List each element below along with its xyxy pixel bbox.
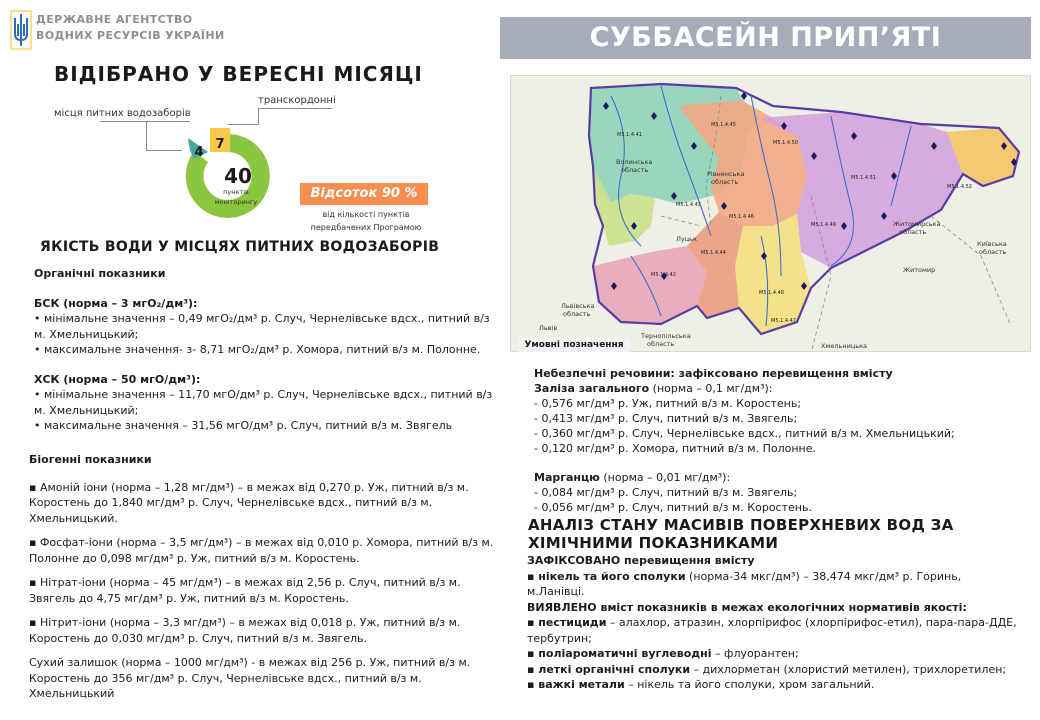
nitrite-value: ▪ Нітрит-іони (норма – 3,3 мг/дм³) – в межах від 0,018 р. Уж, питний в/з м. Коростень до 0,030 мг/дм³ р. Случ, питний в/з м. Звягель. — [29, 616, 461, 645]
biogenic-section — [29, 452, 505, 702]
label-transboundary: транскордонні — [258, 95, 336, 106]
donut-count-drinking: 4 — [194, 145, 204, 160]
voc-row — [527, 662, 1017, 678]
analysis-title-line-1: АНАЛІЗ СТАНУ МАСИВІВ ПОВЕРХНЕВИХ ВОД ЗА — [528, 516, 954, 534]
donut-total: 40 — [224, 164, 252, 188]
map-label-lutsk: Луцьк — [676, 235, 697, 243]
pah-value: – флуорантен; — [711, 647, 799, 660]
iron-value-2: - 0,413 мг/дм³ р. Случ, питний в/з м. Звягель; — [534, 412, 798, 425]
svg-text:M5.1.4.48: M5.1.4.48 — [759, 290, 784, 296]
label-drinking-intakes: місця питних водозаборів — [54, 108, 191, 119]
svg-text:M5.1.4.46: M5.1.4.46 — [729, 214, 754, 220]
svg-text:M5.1.4.43: M5.1.4.43 — [676, 202, 701, 208]
manganese-heading-row — [534, 470, 1014, 485]
map-label-lviv: Львів — [539, 324, 558, 332]
percent-note-line-1: від кількості пунктів — [322, 210, 410, 219]
hazard-title: Небезпечні речовини: зафіксовано перевищення вмісту — [534, 367, 893, 380]
donut-caption-1: пунктів — [223, 188, 249, 196]
percent-note-line-2: передбачених Програмою — [310, 223, 422, 232]
manganese-heading: Марганцю — [534, 471, 600, 484]
map-label-khmelnytskyi: Хмельницька — [821, 342, 867, 350]
percent-note — [296, 208, 436, 234]
analysis-title — [528, 516, 1028, 552]
hazard-section — [534, 366, 1014, 515]
percent-badge: Відсоток 90 % — [300, 183, 428, 205]
manganese-value-2: - 0,056 мг/дм³ р. Случ, питний в/з м. Коростень. — [534, 501, 812, 514]
agency-line-1: ДЕРЖАВНЕ АГЕНТСТВО — [36, 13, 193, 26]
iron-heading-row — [534, 381, 1014, 396]
svg-text:M5.1.4.42: M5.1.4.42 — [651, 272, 676, 278]
iron-value-4: - 0,120 мг/дм³ р. Хомора, питний в/з м. Полонне. — [534, 442, 817, 455]
basin-map[interactable] — [510, 75, 1031, 352]
metals-value: – нікель та його сполуки, хром загальний. — [624, 678, 875, 691]
dry-residue-value: Сухий залишок (норма – 1000 мг/дм³) - в межах від 256 р. Уж, питний в/з м. Коростень до 356 мг/дм³ р. Случ, Чернелівське вдсх., питний в/з м. Хмельницький — [29, 656, 471, 700]
pah-row — [527, 646, 1017, 662]
donut-count-transboundary: 7 — [215, 137, 225, 152]
map-label-lviv-oblast: Львівська — [561, 302, 595, 310]
voc-value: – дихлорметан (хлористий метилен), трихлоретилен; — [690, 662, 1007, 676]
organic-heading: Органічні показники — [34, 267, 166, 280]
donut-caption-2: моніторингу — [214, 198, 258, 206]
pesticides-value: – алахлор, атразин, хлорпірифос (хлорпірифос-етил), пара-пара-ДДЕ, тербутрин; — [527, 616, 1017, 645]
hsk-max-value: • максимальне значення – 31,56 мгО/дм³ р. Случ, питний в/з м. Звягель — [34, 419, 453, 432]
nickel-row — [527, 569, 1017, 600]
ammonium-value: ▪ Амоній іони (норма – 1,28 мг/дм³) – в межах від 0,270 р. Уж, питний в/з м. Коростень до 1,840 мг/дм³ р. Случ, Чернелівське вдсх., питний в/з м. Хмельницький. — [29, 480, 469, 525]
map-label-zhytomyr: Житомирська — [893, 220, 941, 228]
map-label-volyn: Волинська — [616, 158, 653, 166]
svg-text:M5.1.4.50: M5.1.4.50 — [773, 140, 798, 146]
map-label-kyiv: Київська — [977, 240, 1007, 248]
phosphate-value: ▪ Фосфат-іони (норма – 3,5 мг/дм³) – в межах від 0,010 р. Хомора, питний в/з м. Полонне до 0,098 мг/дм³ р. Уж, питний в/з м. Коростень. — [29, 536, 494, 565]
nitrate-value: ▪ Нітрат-іони (норма – 45 мг/дм³) – в межах від 2,56 р. Случ, питний в/з м. Звягель до 4,75 мг/дм³ р. Уж, питний в/з м. Коростень. — [29, 576, 461, 605]
svg-text:область: область — [979, 248, 1007, 256]
leader-line — [146, 121, 147, 151]
agency-line-2: ВОДНИХ РЕСУРСІВ УКРАЇНИ — [36, 29, 225, 42]
svg-text:область: область — [711, 178, 739, 186]
agency-name — [36, 12, 225, 44]
iron-value-3: - 0,360 мг/дм³ р. Случ, Чернелівське вдсх., питний в/з м. Хмельницький; — [534, 427, 955, 440]
svg-text:M5.1.4.44: M5.1.4.44 — [701, 250, 726, 256]
pah-label: ▪ поліароматичні вуглеводні — [527, 647, 712, 660]
voc-label: ▪ леткі органічні сполуки — [527, 662, 691, 676]
analysis-section — [527, 553, 1017, 693]
svg-text:область: область — [647, 340, 675, 348]
iron-heading: Заліза загального — [534, 382, 650, 395]
manganese-value-1: - 0,084 мг/дм³ р. Случ, питний в/з м. Звягель; — [534, 486, 798, 499]
svg-text:M5.1.4.51: M5.1.4.51 — [851, 175, 876, 181]
svg-text:область: область — [621, 166, 649, 174]
banner-title: СУББАСЕЙН ПРИП’ЯТІ — [500, 17, 1031, 59]
trident-emblem-icon — [10, 10, 32, 50]
exceed-heading: ЗАФІКСОВАНО перевищення вмісту — [527, 554, 755, 567]
biogenic-heading: Біогенні показники — [29, 453, 152, 466]
pesticides-label: ▪ пестициди — [527, 616, 607, 629]
hsk-heading: ХСК (норма – 50 мгО/дм³): — [34, 372, 201, 386]
svg-text:M5.1.4.41: M5.1.4.41 — [617, 132, 642, 138]
svg-text:M5.1.4.47: M5.1.4.47 — [771, 318, 796, 324]
pesticides-row — [527, 615, 1017, 646]
svg-text:M5.1.4.49: M5.1.4.49 — [811, 222, 836, 228]
bsk-max-value: • максимальне значення- з- 8,71 мгО₂/дм³ р. Хомора, питний в/з м. Полонне. — [34, 343, 481, 356]
manganese-norm: (норма – 0,01 мг/дм³): — [599, 471, 731, 484]
map-label-ternopil: Тернопільська — [641, 332, 691, 340]
leader-line — [258, 108, 332, 109]
iron-value-1: - 0,576 мг/дм³ р. Уж, питний в/з м. Коростень; — [534, 397, 802, 410]
bsk-min-value: • мінімальне значення – 0,49 мгО₂/дм³ р. Случ, Чернелівське вдсх., питний в/з м. Хмельницький; — [34, 312, 490, 341]
analysis-title-line-2: ХІМІЧНИМИ ПОКАЗНИКАМИ — [528, 534, 779, 552]
svg-text:область: область — [899, 228, 927, 236]
hsk-min-value: • мінімальне значення – 11,70 мгО/дм³ р. Случ, Чернелівське вдсх., питний в/з м. Хмельницький; — [34, 388, 493, 417]
basin-map-graphic — [511, 76, 1031, 352]
map-legend-button[interactable]: Умовні позначення — [518, 338, 630, 352]
metals-label: ▪ важкі метали — [527, 678, 625, 691]
organic-section — [34, 266, 504, 434]
sampling-title: ВІДІБРАНО У ВЕРЕСНІ МІСЯЦІ — [54, 62, 423, 86]
within-heading: ВИЯВЛЕНО вміст показників в межах екологічних нормативів якості: — [527, 600, 967, 614]
quality-title: ЯКІСТЬ ВОДИ У МІСЦЯХ ПИТНИХ ВОДОЗАБОРІВ — [40, 239, 440, 255]
nickel-value: (норма-34 мкг/дм³) – 38,474 мкг/дм³ р. Горинь, м.Ланівці. — [527, 569, 962, 598]
iron-norm: (норма – 0,1 мг/дм³): — [649, 382, 773, 395]
svg-text:M5.1.4.52: M5.1.4.52 — [947, 184, 972, 190]
svg-text:область: область — [563, 310, 591, 318]
map-label-rivne: Рівненська — [707, 170, 745, 178]
nickel-label: ▪ нікель та його сполуки — [527, 569, 686, 583]
map-label-zhytomyr-city: Житомир — [903, 266, 936, 274]
bsk-heading: БСК (норма – 3 мгО₂/дм³): — [34, 296, 198, 310]
monitoring-donut-chart — [174, 118, 284, 226]
metals-row — [527, 677, 1017, 693]
svg-text:M5.1.4.45: M5.1.4.45 — [711, 122, 736, 128]
